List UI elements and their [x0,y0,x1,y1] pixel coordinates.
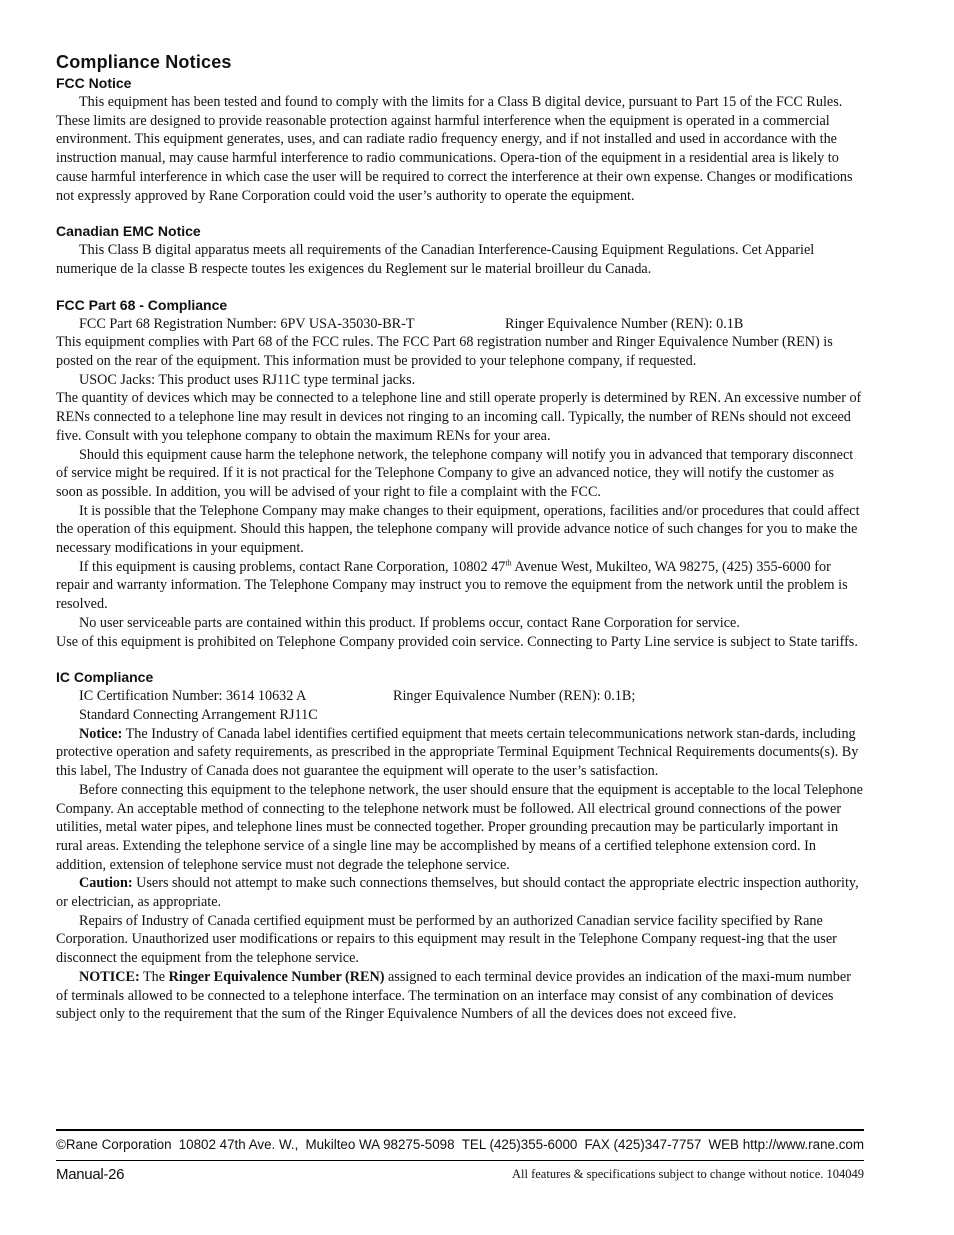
ic-notice2-paragraph [56,968,864,1024]
ic-notice-paragraph [56,725,864,781]
ic-caution-text: Users should not attempt to make such connections themselves, but should contact the appropriate electric inspection authority, or electrician, as appropriate. [56,875,859,911]
fcc68-paragraph-2: USOC Jacks: This product uses RJ11C type terminal jacks. [79,371,416,388]
fcc-notice-section [56,74,864,205]
fcc68-p6-superscript: th [505,558,512,568]
ic-notice2-label: NOTICE: [79,968,140,985]
document-body [56,52,864,1041]
fcc68-p6-start: If this equipment is causing problems, contact Rane Corporation, 10802 47 [79,558,506,575]
fcc68-paragraph-1: This equipment complies with Part 68 of the FCC rules. The FCC Part 68 registration number and Ringer Equivalence Number (REN) is posted on the rear of the equipment. This information must be provided to your telephone company, if requested. [56,334,833,370]
footer-web: WEB http://www.rane.com [708,1137,864,1152]
fcc68-paragraph-5: It is possible that the Telephone Company may make changes to their equipment, operations, facilities and/or procedures that could affect the operation of this equipment. Should this happen, the telephone company will provide advance notice of such changes for you to make the necessary modifications in your equipment. [56,502,860,557]
fcc-ren: Ringer Equivalence Number (REN): 0.1B [505,315,744,332]
footer-fax: FAX (425)347-7757 [584,1137,702,1152]
page-number: Manual-26 [56,1166,125,1183]
fcc68-paragraph-6 [56,558,864,614]
footer-address: 10802 47th Ave. W., [178,1137,299,1152]
footer-city: Mukilteo WA 98275-5098 [305,1137,455,1152]
ic-notice2-the: The [139,968,169,985]
footer-note: All features & specifications subject to change without notice. 104049 [512,1167,864,1181]
fcc-part68-heading: FCC Part 68 - Compliance [56,296,228,313]
fcc68-paragraph-3: The quantity of devices which may be connected to a telephone line and still operate properly is determined by REN. An excessive number of RENs connected to a telephone line may result in devices not ringing to an incoming call. Typically, the number of RENs should not exceed five. Consult with you telephone company to obtain the maximum RENs for your area. [56,390,862,444]
ic-caution-label: Caution: [79,875,133,892]
ic-compliance-heading: IC Compliance [56,669,154,686]
ic-certification-row [56,687,864,706]
page-title: Compliance Notices [56,52,232,72]
fcc68-paragraph-7: No user serviceable parts are contained within this product. If problems occur, contact Rane Corporation for service. [79,614,740,631]
canadian-emc-section [56,222,864,278]
ic-arrangement: Standard Connecting Arrangement RJ11C [79,706,318,723]
ic-paragraph-4: Repairs of Industry of Canada certified equipment must be performed by an authorized Canadian service facility specified by Rane Corporation. Unauthorized user modifications or repairs to this equipment may result in the Telephone Company request-ing that the user disconnect the equipment from the telephone service. [56,912,837,967]
footer-tel: TEL (425)355-6000 [461,1137,578,1152]
ic-notice2-bold: Ringer Equivalence Number (REN) [168,968,385,985]
ic-compliance-section [56,668,864,1024]
ic-caution-paragraph [56,874,864,911]
fcc-part68-registration-row [56,315,864,334]
fcc-notice-paragraph: This equipment has been tested and found to comply with the limits for a Class B digital device, pursuant to Part 15 of the FCC Rules. These limits are designed to provide reasonable protection against harmful interference when the equipment is operated in a commercial environment. This equipment generates, uses, and can radiate radio frequency energy, and if not installed and used in accordance with the instruction manual, may cause harmful interference to radio communications. Opera-tion of the equipment in a residential area is likely to cause harmful interference in which case the user will be required to correct the interference at their own expense. Changes or modifications not expressly approved by Rane Corporation could void the user’s authority to operate the equipment. [56,94,853,204]
fcc68-p6-end: Avenue West, Mukilteo, WA 98275, (425) 355-6000 for repair and warranty information. The Telephone Company may instruct you to remove the equipment from the network until the problem is resolved. [56,558,848,613]
ic-certification-number: IC Certification Number: 3614 10632 A [79,688,307,705]
canadian-emc-paragraph: This Class B digital apparatus meets all requirements of the Canadian Interference-Causing Equipment Regulations. Cet Appariel numerique de la classe B respecte toutes les exigences du Reglement sur le material broilleur du Canada. [56,242,815,277]
fcc-part68-section [56,296,864,652]
footer-contact-line [56,1137,864,1152]
canadian-emc-heading: Canadian EMC Notice [56,223,201,240]
ic-notice-label: Notice: [79,725,123,742]
fcc-registration-number: FCC Part 68 Registration Number: 6PV USA-35030-BR-T [79,315,415,332]
footer-company: ©Rane Corporation [56,1137,172,1152]
footer-top-rule [56,1129,864,1131]
ic-notice2-text: assigned to each terminal device provides an indication of the maxi-mum number of terminals allowed to be connected to a telephone interface. The termination on an interface may consist of any combination of devices subject only to the requirement that the sum of the Ringer Equivalence Numbers of all the devices does not exceed five. [56,968,851,1023]
fcc68-paragraph-4: Should this equipment cause harm the telephone network, the telephone company will notify you in advanced that temporary disconnect of service might be required. If it is not practical for the Telephone Company to give an advanced notice, they will notify the customer as soon as possible. In addition, you will be advised of your right to file a complaint with the FCC. [56,446,854,500]
fcc-notice-heading: FCC Notice [56,75,132,91]
ic-notice-text: The Industry of Canada label identifies certified equipment that meets certain telecommunications network stan-dards, including protective operation and safety requirements, as prescribed in the appropriate Terminal Equipment Technical Requirements documents(s). By this label, The Industry of Canada does not guarantee the equipment will operate to the user’s satisfaction. [56,725,859,780]
footer-bottom-rule [56,1160,864,1161]
fcc68-paragraph-8: Use of this equipment is prohibited on Telephone Company provided coin service. Connecting to Party Line service is subject to State tariffs. [56,633,858,650]
ic-ren: Ringer Equivalence Number (REN): 0.1B; [393,688,636,705]
ic-paragraph-2: Before connecting this equipment to the telephone network, the user should ensure that the equipment is acceptable to the local Telephone Company. An acceptable method of connecting to the telephone network must be followed. All electrical ground connections of the power utilities, metal water pipes, and telephone lines must be connected together. Proper grounding precaution may be particularly important in rural areas. Extending the telephone service of a single line may be accomplished by means of a certified telephone extension cord. In addition, extension of telephone service must not degrade the telephone service. [56,781,863,873]
